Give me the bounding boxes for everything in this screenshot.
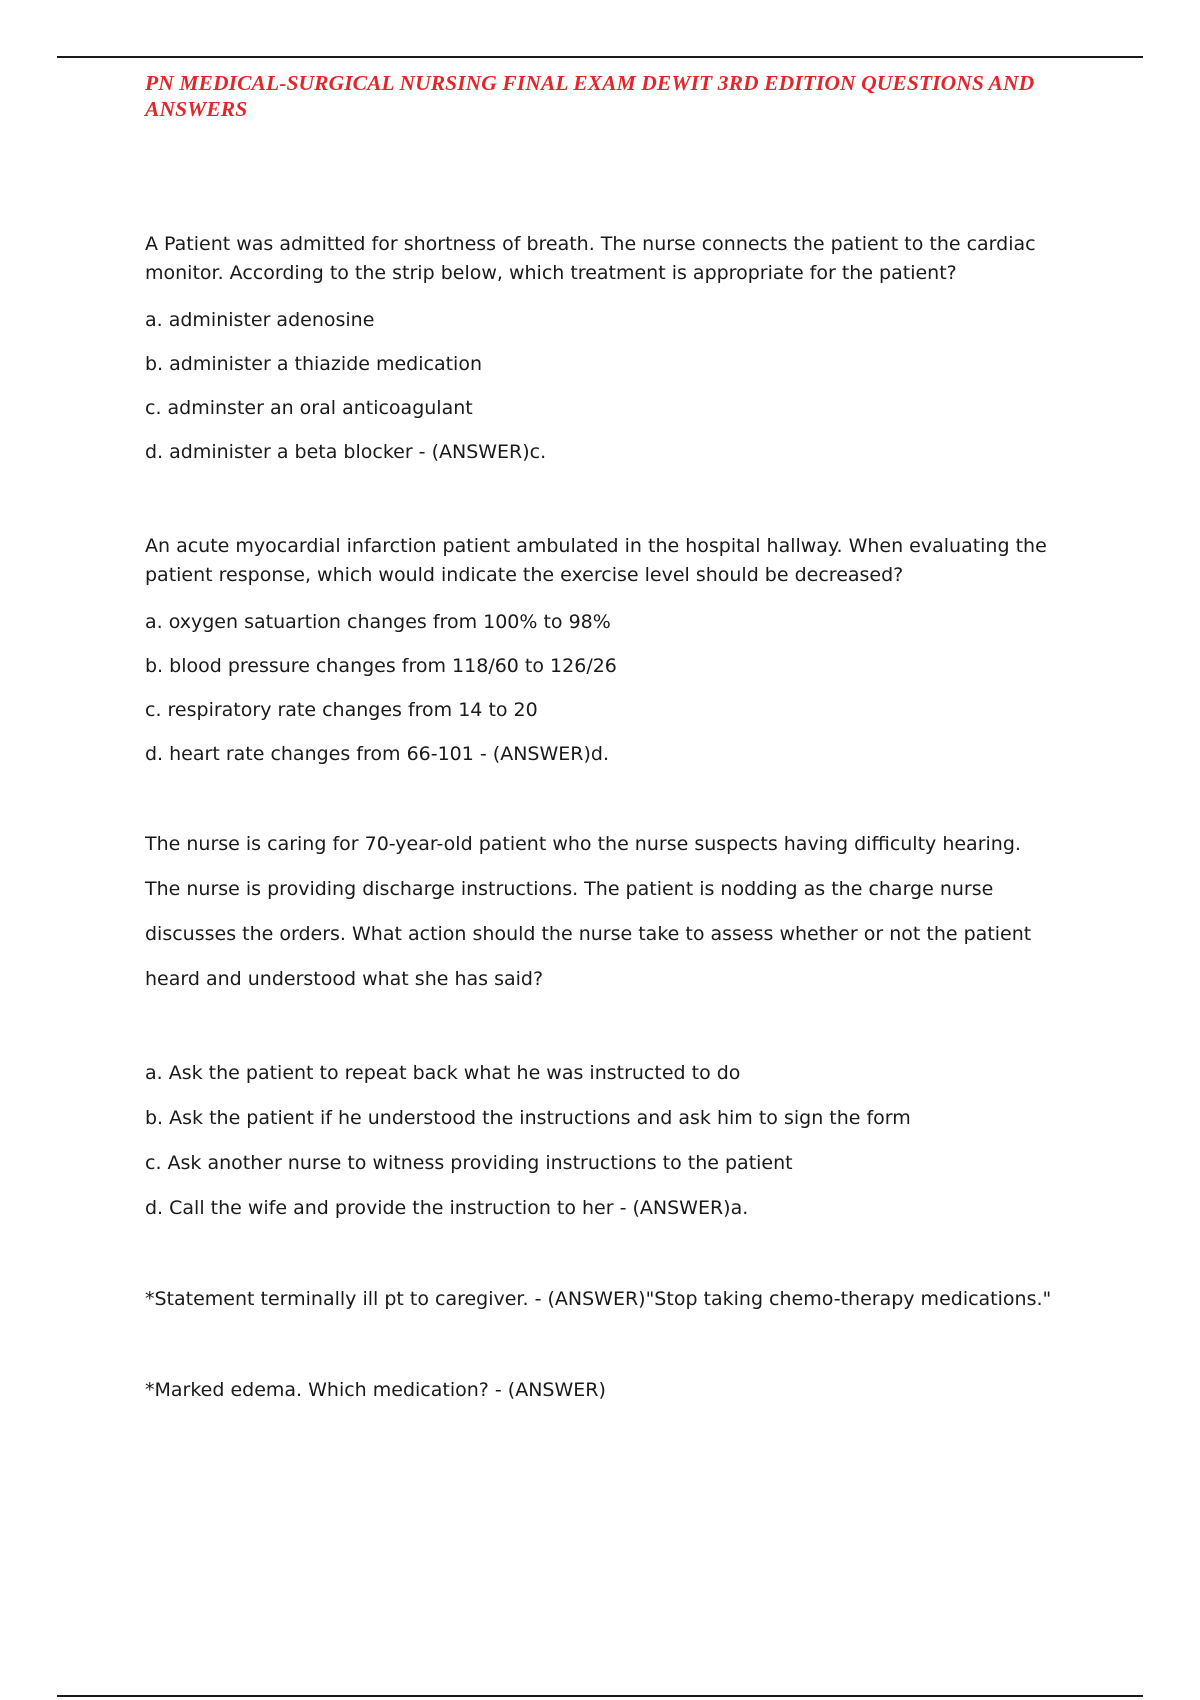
statement-text: *Marked edema. Which medication? - (ANSWER) [145, 1379, 606, 1401]
question-stem-line: The nurse is providing discharge instructions. The patient is nodding as the charge nurse [145, 878, 994, 900]
statement-2 [145, 1378, 1105, 1402]
question-stem-line: heard and understood what she has said? [145, 968, 544, 990]
answer-option: c. respiratory rate changes from 14 to 20 [145, 699, 538, 721]
question-1 [145, 230, 1105, 464]
answer-option: a. administer adenosine [145, 309, 375, 331]
answer-option: b. blood pressure changes from 118/60 to 126/26 [145, 655, 617, 677]
answer-option: d. heart rate changes from 66-101 - (ANSWER)d. [145, 743, 609, 765]
question-stem: A Patient was admitted for shortness of breath. The nurse connects the patient to the cardiac monitor. According to the strip below, which treatment is appropriate for the patient? [145, 233, 1036, 284]
question-stem-line: discusses the orders. What action should the nurse take to assess whether or not the patient [145, 923, 1032, 945]
document-title: PN MEDICAL-SURGICAL NURSING FINAL EXAM DEWIT 3RD EDITION QUESTIONS AND ANSWERS [145, 71, 1035, 121]
question-3 [145, 832, 1105, 1012]
answer-option: a. oxygen satuartion changes from 100% to 98% [145, 611, 611, 633]
answer-option: a. Ask the patient to repeat back what he was instructed to do [145, 1062, 741, 1084]
statement-1 [145, 1287, 1105, 1311]
answer-option: b. Ask the patient if he understood the instructions and ask him to sign the form [145, 1107, 911, 1129]
bottom-rule [57, 1695, 1143, 1697]
question-2 [145, 532, 1105, 766]
question-stem-line: The nurse is caring for 70-year-old patient who the nurse suspects having difficulty hearing. [145, 833, 1021, 855]
answer-option: c. adminster an oral anticoagulant [145, 397, 473, 419]
question-stem: An acute myocardial infarction patient ambulated in the hospital hallway. When evaluating the patient response, which would indicate the exercise level should be decreased? [145, 535, 1047, 586]
statement-text: *Statement terminally ill pt to caregiver. - (ANSWER)"Stop taking chemo-therapy medications." [145, 1288, 1052, 1310]
answer-option: d. administer a beta blocker - (ANSWER)c. [145, 441, 547, 463]
answer-option: b. administer a thiazide medication [145, 353, 482, 375]
document-body [145, 70, 1105, 1401]
top-rule [57, 56, 1143, 58]
question-3-options [145, 1061, 1105, 1241]
answer-option: d. Call the wife and provide the instruction to her - (ANSWER)a. [145, 1197, 749, 1219]
answer-option: c. Ask another nurse to witness providing instructions to the patient [145, 1152, 793, 1174]
